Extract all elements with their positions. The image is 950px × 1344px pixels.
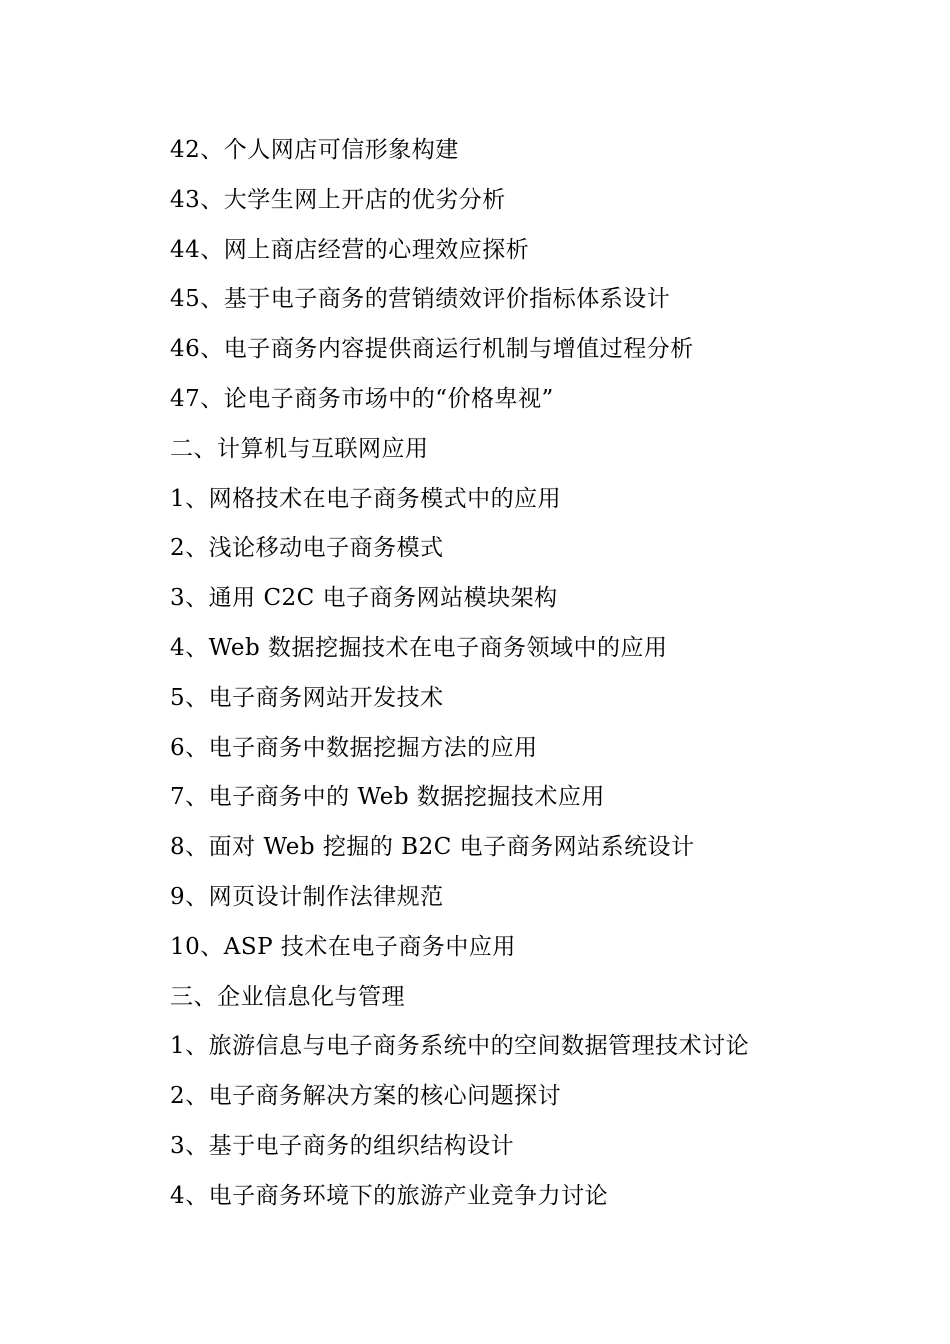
list-item: 47、论电子商务市场中的“价格卑视”	[170, 385, 554, 412]
list-item: 2、电子商务解决方案的核心问题探讨	[170, 1083, 562, 1110]
list-item: 46、电子商务内容提供商运行机制与增值过程分析	[170, 336, 694, 363]
list-item: 2、浅论移动电子商务模式	[170, 535, 444, 562]
list-item: 42、个人网店可信形象构建	[170, 137, 459, 163]
list-item: 3、基于电子商务的组织结构设计	[170, 1132, 515, 1159]
list-item: 1、网格技术在电子商务模式中的应用	[170, 485, 562, 512]
list-item: 10、ASP 技术在电子商务中应用	[170, 933, 516, 960]
list-item: 4、Web 数据挖掘技术在电子商务领域中的应用	[170, 634, 668, 661]
list-item: 43、大学生网上开店的优劣分析	[170, 186, 506, 213]
list-item: 7、电子商务中的 Web 数据挖掘技术应用	[170, 784, 605, 811]
list-item: 45、基于电子商务的营销绩效评价指标体系设计	[170, 286, 671, 313]
section-heading: 三、企业信息化与管理	[170, 983, 405, 1010]
topic-list	[170, 126, 910, 1222]
list-item: 8、面对 Web 挖掘的 B2C 电子商务网站系统设计	[170, 834, 695, 861]
list-item: 3、通用 C2C 电子商务网站模块架构	[170, 585, 558, 612]
list-item: 4、电子商务环境下的旅游产业竞争力讨论	[170, 1182, 609, 1209]
section-heading: 二、计算机与互联网应用	[170, 435, 429, 462]
list-item: 9、网页设计制作法律规范	[170, 883, 444, 910]
list-item: 6、电子商务中数据挖掘方法的应用	[170, 734, 538, 761]
list-item: 1、旅游信息与电子商务系统中的空间数据管理技术讨论	[170, 1033, 750, 1060]
list-item: 44、网上商店经营的心理效应探析	[170, 236, 530, 263]
list-item: 5、电子商务网站开发技术	[170, 684, 444, 711]
